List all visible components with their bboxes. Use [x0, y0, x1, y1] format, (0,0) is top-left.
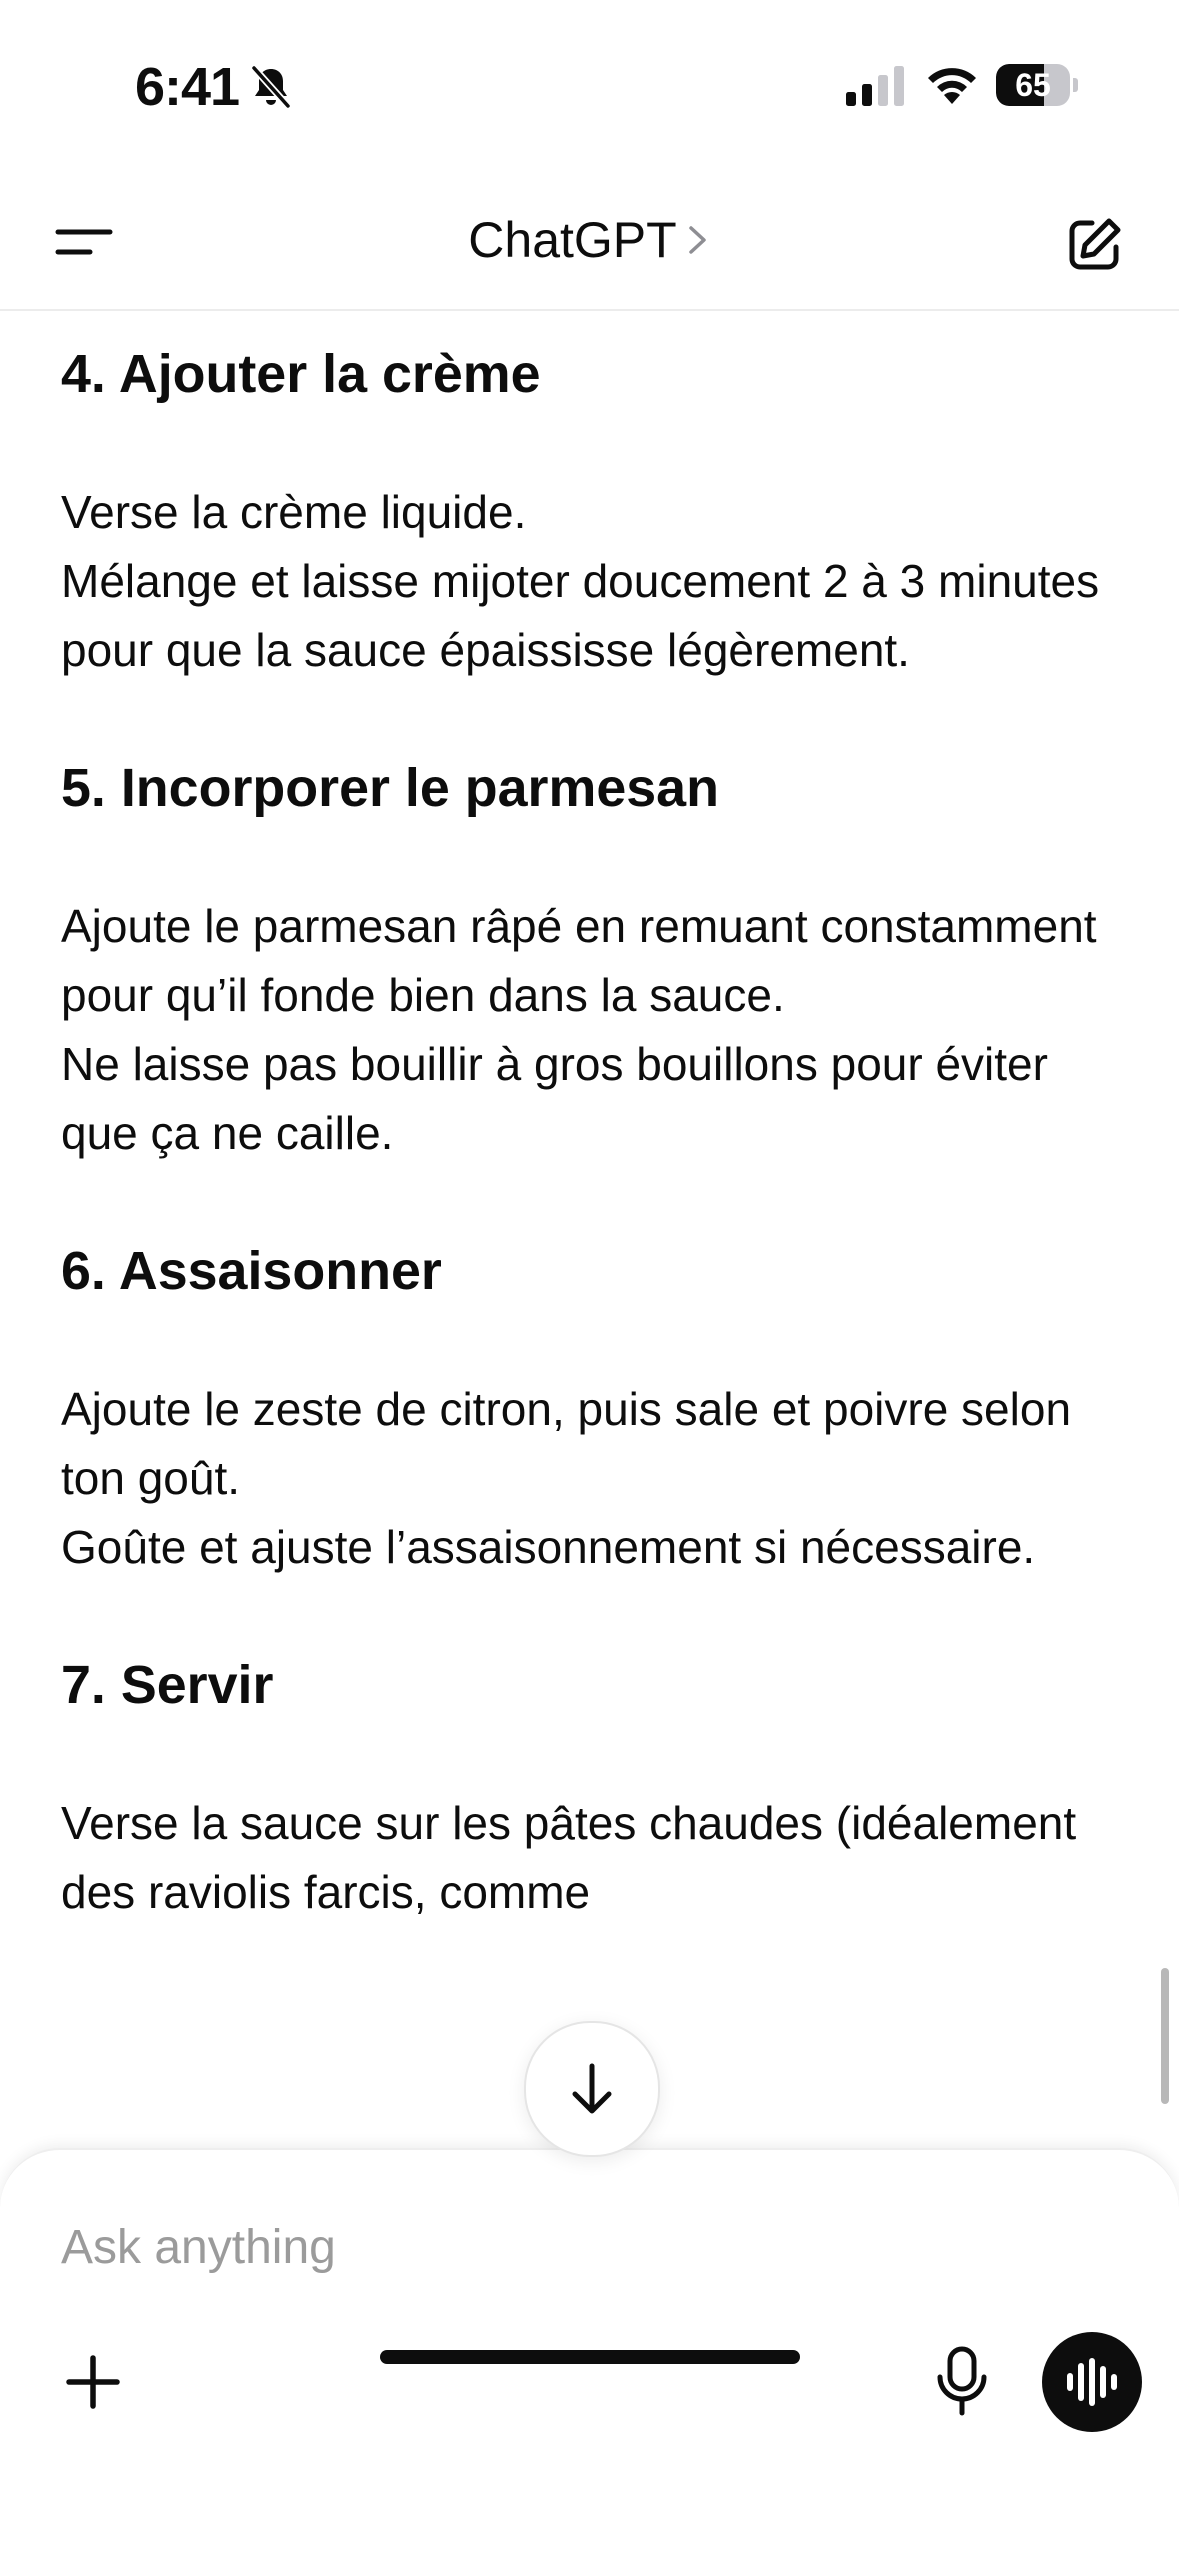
plus-icon — [63, 2352, 123, 2412]
step-heading: 7. Servir — [61, 1655, 274, 1715]
voice-mode-button[interactable] — [1042, 2332, 1142, 2432]
chat-header — [0, 175, 1179, 311]
bell-slash-icon — [248, 64, 294, 110]
step-body: Verse la sauce sur les pâtes chaudes (idéalement des raviolis farcis, comme — [61, 1797, 1077, 1918]
assistant-message — [61, 340, 1121, 1996]
microphone-icon — [934, 2345, 990, 2419]
home-indicator[interactable] — [380, 2350, 800, 2364]
scroll-to-bottom-button[interactable] — [524, 2021, 660, 2157]
composer — [0, 2148, 1179, 2558]
page-title: ChatGPT — [468, 212, 677, 268]
add-attachment-button[interactable] — [58, 2347, 128, 2417]
step-heading: 6. Assaisonner — [61, 1241, 442, 1301]
step-body: Ajoute le zeste de citron, puis sale et poivre selon ton goût. Goûte et ajuste l’assaisonnement si nécessaire. — [61, 1383, 1072, 1573]
battery-icon — [996, 64, 1078, 106]
battery-level: 65 — [1015, 67, 1051, 103]
model-selector[interactable] — [0, 211, 1179, 269]
step-body: Ajoute le parmesan râpé en remuant constamment pour qu’il fonde bien dans la sauce. Ne laisse pas bouillir à gros bouillons pour éviter que ça ne caille. — [61, 900, 1097, 1159]
step-heading: 4. Ajouter la crème — [61, 344, 541, 404]
scrollbar[interactable] — [1161, 1968, 1169, 2104]
status-time: 6:41 — [135, 57, 240, 117]
dictation-button[interactable] — [925, 2340, 999, 2424]
wifi-icon — [924, 62, 980, 106]
step-body: Verse la crème liquide. Mélange et laisse mijoter doucement 2 à 3 minutes pour que la sauce épaississe légèrement. — [61, 486, 1100, 676]
voice-waveform-icon — [1064, 2357, 1120, 2407]
new-chat-icon[interactable] — [1064, 215, 1124, 275]
arrow-down-icon — [567, 2062, 617, 2116]
status-bar — [0, 0, 1179, 175]
chevron-right-icon — [685, 220, 711, 260]
message-input[interactable] — [61, 2212, 1061, 2282]
step-heading: 5. Incorporer le parmesan — [61, 758, 719, 818]
signal-icon — [846, 66, 906, 106]
